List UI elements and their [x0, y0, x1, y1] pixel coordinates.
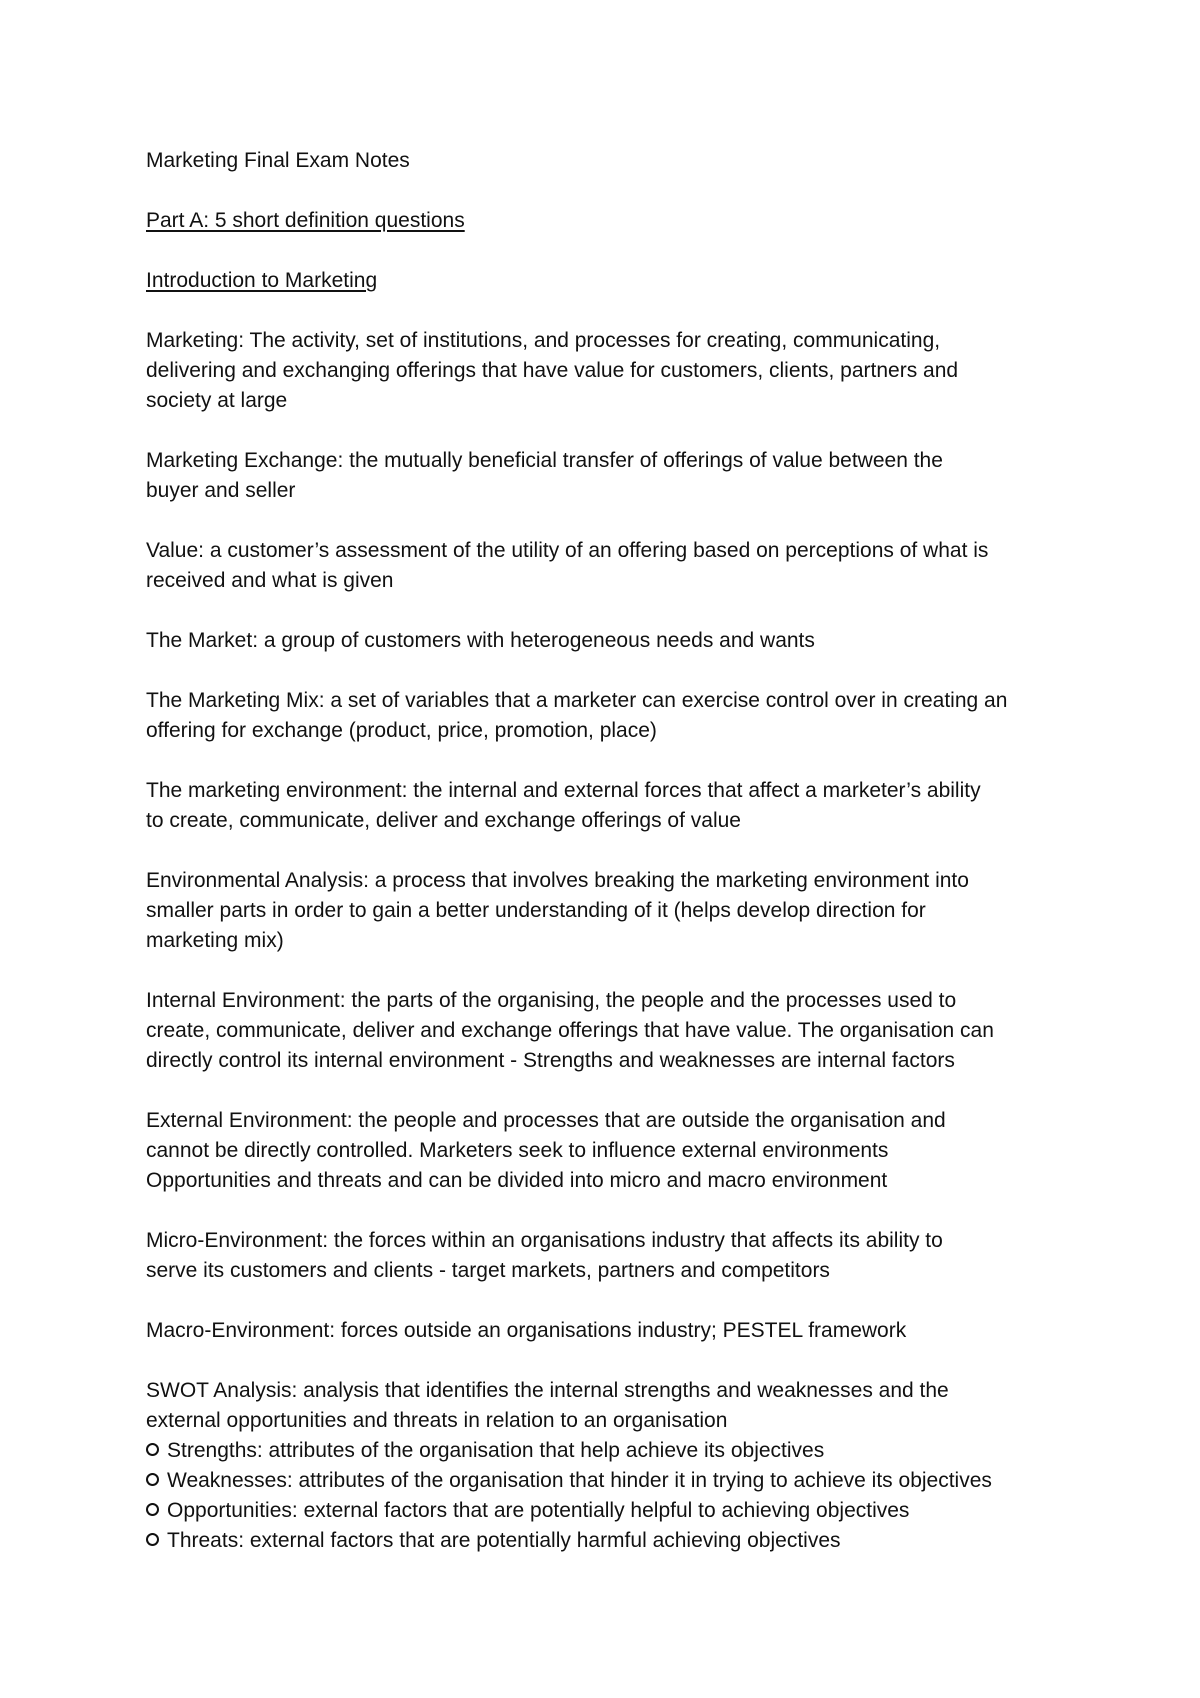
- bullet-circle-icon: [146, 1443, 159, 1456]
- bullet-circle-icon: [146, 1473, 159, 1486]
- definition-line: Opportunities and threats and can be divided into micro and macro environment: [146, 1169, 888, 1192]
- section-heading: Introduction to Marketing: [146, 269, 378, 292]
- definition-line: Macro-Environment: forces outside an organisations industry; PESTEL framework: [146, 1319, 907, 1342]
- document-title: Marketing Final Exam Notes: [146, 149, 410, 172]
- definition-paragraph: [146, 536, 1076, 596]
- definition-line: create, communicate, deliver and exchange offerings that have value. The organisation can: [146, 1019, 994, 1042]
- definition-line: received and what is given: [146, 569, 394, 592]
- swot-bullet: [146, 1526, 1076, 1556]
- definition-paragraph: [146, 866, 1076, 956]
- swot-bullets: [146, 1436, 1076, 1556]
- definition-line: Value: a customer’s assessment of the utility of an offering based on perceptions of what is: [146, 539, 989, 562]
- definition-line: The Market: a group of customers with heterogeneous needs and wants: [146, 629, 815, 652]
- swot-bullet: [146, 1496, 1076, 1526]
- document-page: [146, 146, 1076, 1586]
- definition-line: directly control its internal environment - Strengths and weaknesses are internal factors: [146, 1049, 955, 1072]
- definition-line: Marketing: The activity, set of institutions, and processes for creating, communicating,: [146, 329, 941, 352]
- part-heading: Part A: 5 short definition questions: [146, 209, 465, 232]
- definition-line: External Environment: the people and processes that are outside the organisation and: [146, 1109, 946, 1132]
- definition-line: buyer and seller: [146, 479, 296, 502]
- definition-line: cannot be directly controlled. Marketers seek to influence external environments: [146, 1139, 889, 1162]
- swot-bullet-text: Weaknesses: attributes of the organisation that hinder it in trying to achieve its objectives: [167, 1469, 992, 1492]
- definition-line: The Marketing Mix: a set of variables that a marketer can exercise control over in creating an: [146, 689, 1008, 712]
- bullet-circle-icon: [146, 1503, 159, 1516]
- definition-line: marketing mix): [146, 929, 284, 952]
- swot-line: external opportunities and threats in relation to an organisation: [146, 1409, 728, 1432]
- swot-bullet-text: Strengths: attributes of the organisation that help achieve its objectives: [167, 1439, 825, 1462]
- definition-line: to create, communicate, deliver and exchange offerings of value: [146, 809, 741, 832]
- definition-line: The marketing environment: the internal and external forces that affect a marketer’s ability: [146, 779, 981, 802]
- definition-paragraph: [146, 986, 1076, 1076]
- definition-line: smaller parts in order to gain a better understanding of it (helps develop direction for: [146, 899, 926, 922]
- swot-bullet-text: Opportunities: external factors that are potentially helpful to achieving objectives: [167, 1499, 910, 1522]
- definition-line: Micro-Environment: the forces within an organisations industry that affects its ability to: [146, 1229, 943, 1252]
- definition-line: Internal Environment: the parts of the organising, the people and the processes used to: [146, 989, 957, 1012]
- definition-line: offering for exchange (product, price, promotion, place): [146, 719, 657, 742]
- definition-paragraph: [146, 446, 1076, 506]
- swot-paragraph: [146, 1376, 1076, 1556]
- definition-line: serve its customers and clients - target markets, partners and competitors: [146, 1259, 830, 1282]
- definition-paragraph: [146, 626, 1076, 656]
- definition-paragraph: [146, 1226, 1076, 1286]
- definition-paragraph: [146, 1316, 1076, 1346]
- definition-paragraph: [146, 776, 1076, 836]
- swot-bullet: [146, 1466, 1076, 1496]
- swot-bullet-text: Threats: external factors that are potentially harmful achieving objectives: [167, 1529, 841, 1552]
- definition-line: Marketing Exchange: the mutually beneficial transfer of offerings of value between the: [146, 449, 943, 472]
- definition-line: delivering and exchanging offerings that have value for customers, clients, partners and: [146, 359, 959, 382]
- definition-line: society at large: [146, 389, 288, 412]
- definitions-list: [146, 326, 1076, 1346]
- definition-paragraph: [146, 326, 1076, 416]
- swot-line: SWOT Analysis: analysis that identifies the internal strengths and weaknesses and the: [146, 1379, 949, 1402]
- definition-paragraph: [146, 1106, 1076, 1196]
- definition-paragraph: [146, 686, 1076, 746]
- definition-line: Environmental Analysis: a process that involves breaking the marketing environment into: [146, 869, 969, 892]
- bullet-circle-icon: [146, 1533, 159, 1546]
- swot-bullet: [146, 1436, 1076, 1466]
